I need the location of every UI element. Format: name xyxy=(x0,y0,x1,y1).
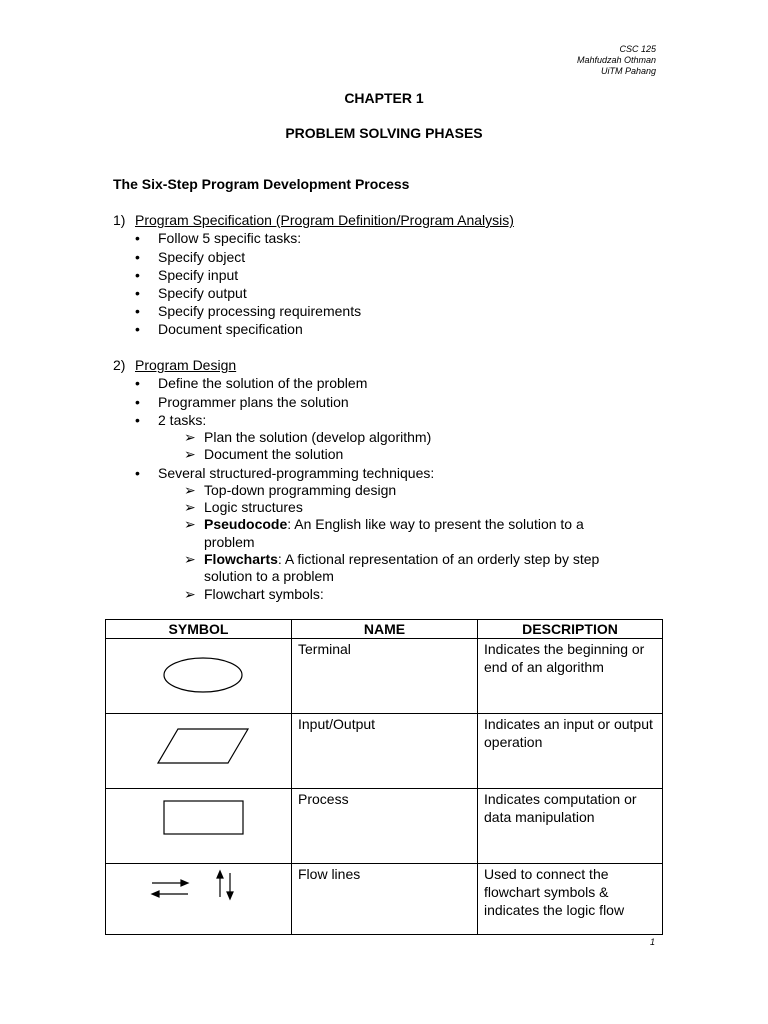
arrow-bullet-icon: ➢ xyxy=(184,551,196,567)
column-header-name: NAME xyxy=(292,620,478,639)
sub-list-item-flowcharts xyxy=(204,550,599,568)
table-row xyxy=(106,714,663,789)
flowchart-symbol-table xyxy=(105,619,663,935)
table-row xyxy=(106,789,663,864)
arrow-bullet-icon: ➢ xyxy=(184,499,196,515)
bullet-icon: • xyxy=(135,321,140,337)
bullet-icon: • xyxy=(135,375,140,391)
arrow-bullet-icon: ➢ xyxy=(184,482,196,498)
document-header-note xyxy=(577,44,656,77)
list-item: Specify input xyxy=(158,267,239,283)
arrow-bullet-icon: ➢ xyxy=(184,446,196,462)
flow-lines-icon xyxy=(112,865,286,913)
name-cell: Flow lines xyxy=(292,864,478,935)
bullet-icon: • xyxy=(135,230,140,246)
page-number: 1 xyxy=(650,937,656,947)
description-cell: Indicates computation or data manipulation xyxy=(478,789,663,864)
course-code: CSC 125 xyxy=(619,44,656,54)
name-cell: Terminal xyxy=(292,639,478,714)
list-item: Specify output xyxy=(158,285,247,301)
symbol-cell xyxy=(106,864,292,935)
list-item: Define the solution of the problem xyxy=(158,375,368,391)
pseudocode-description-cont: problem xyxy=(204,534,255,550)
table-row xyxy=(106,864,663,935)
flowcharts-description-cont: solution to a problem xyxy=(204,568,334,584)
arrow-bullet-icon: ➢ xyxy=(184,586,196,602)
list-item: Specify object xyxy=(158,249,246,265)
description-cell: Indicates the beginning or end of an algorithm xyxy=(478,639,663,714)
arrow-bullet-icon: ➢ xyxy=(184,429,196,445)
bullet-icon: • xyxy=(135,394,140,410)
author-name: Mahfudzah Othman xyxy=(576,55,656,65)
list-item: Programmer plans the solution xyxy=(158,394,349,410)
bullet-icon: • xyxy=(135,285,140,301)
bullet-icon: • xyxy=(135,412,140,428)
sub-list-item: Document the solution xyxy=(204,446,344,462)
bullet-icon: • xyxy=(135,249,140,265)
bullet-icon: • xyxy=(135,303,140,319)
step2-title: Program Design xyxy=(135,357,237,373)
sub-list-item: Logic structures xyxy=(204,499,303,515)
name-cell: Process xyxy=(292,789,478,864)
list-item: Document specification xyxy=(158,321,303,337)
step1-number: 1) xyxy=(113,212,126,228)
flowcharts-term: Flowcharts xyxy=(204,551,278,567)
chapter-title: CHAPTER 1 xyxy=(344,90,424,106)
step1-title: Program Specification (Program Definition/Program Analysis) xyxy=(135,212,514,228)
chapter-subtitle: PROBLEM SOLVING PHASES xyxy=(285,125,483,141)
bullet-icon: • xyxy=(135,465,140,481)
sub-list-item: Plan the solution (develop algorithm) xyxy=(204,429,432,445)
list-item: Several structured-programming techniques: xyxy=(158,465,435,481)
pseudocode-term: Pseudocode xyxy=(204,516,288,532)
flowcharts-description: : A fictional representation of an orderly step by step xyxy=(277,551,600,567)
arrow-bullet-icon: ➢ xyxy=(184,516,196,532)
table-header-row xyxy=(106,620,663,639)
column-header-symbol: SYMBOL xyxy=(106,620,292,639)
symbol-cell xyxy=(106,714,292,789)
terminal-oval-icon xyxy=(112,640,286,708)
name-cell: Input/Output xyxy=(292,714,478,789)
step2-number: 2) xyxy=(113,357,126,373)
rectangle-icon xyxy=(112,790,286,858)
sub-list-item-pseudocode xyxy=(204,515,584,533)
sub-list-item: Flowchart symbols: xyxy=(204,586,324,602)
list-item: 2 tasks: xyxy=(158,412,207,428)
column-header-description: DESCRIPTION xyxy=(478,620,663,639)
sub-list-item: Top-down programming design xyxy=(204,482,397,498)
parallelogram-icon xyxy=(112,715,286,783)
bullet-icon: • xyxy=(135,267,140,283)
institution-name: UiTM Pahang xyxy=(600,66,656,76)
list-item: Follow 5 specific tasks: xyxy=(158,230,302,246)
symbol-cell xyxy=(106,789,292,864)
list-item: Specify processing requirements xyxy=(158,303,362,319)
pseudocode-description: : An English like way to present the solution to a xyxy=(287,516,584,532)
symbol-cell xyxy=(106,639,292,714)
description-cell: Used to connect the flowchart symbols & indicates the logic flow xyxy=(478,864,663,935)
description-cell: Indicates an input or output operation xyxy=(478,714,663,789)
table-row xyxy=(106,639,663,714)
section-title: The Six-Step Program Development Process xyxy=(113,176,410,192)
